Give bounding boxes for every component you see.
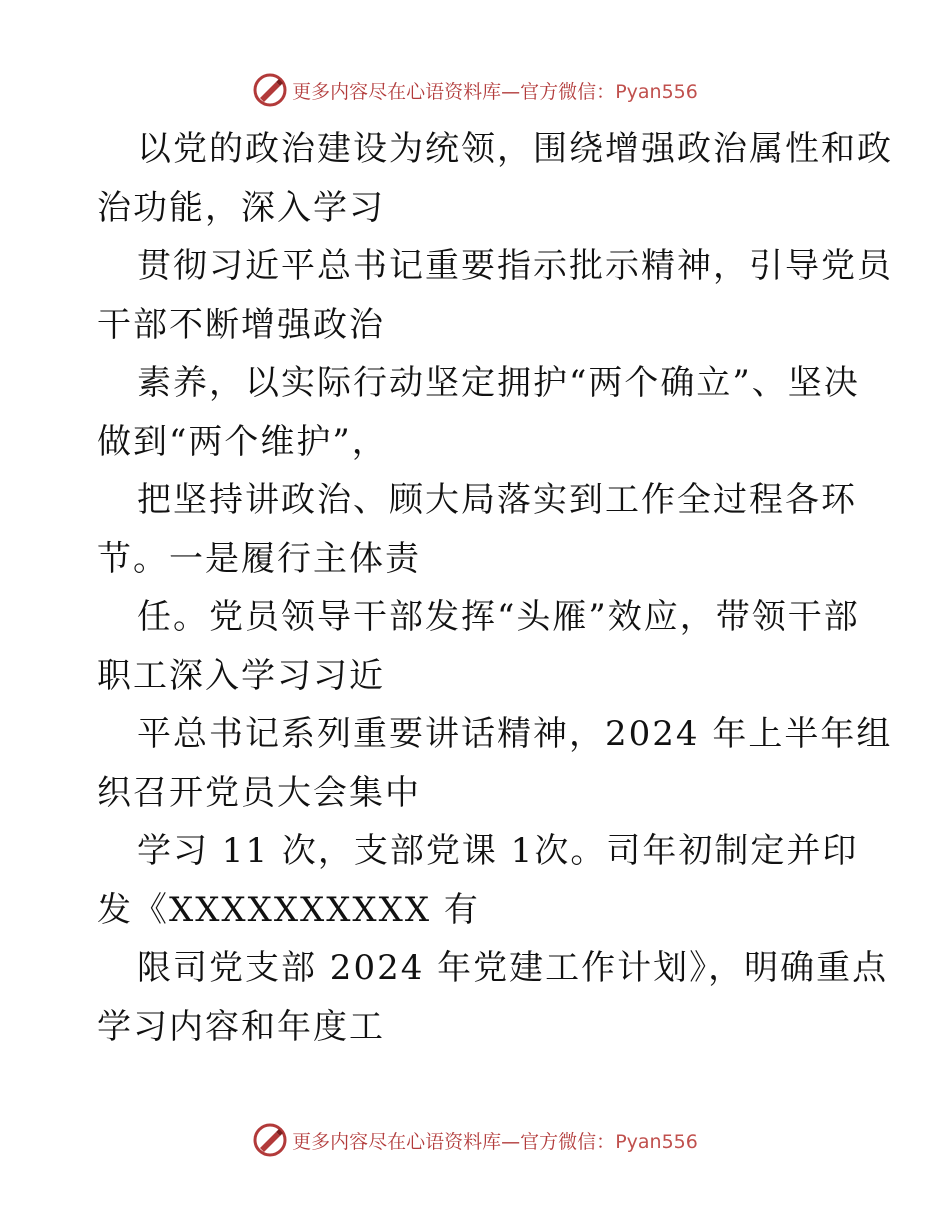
paragraph-line: 把坚持讲政治、顾大局落实到工作全过程各环 bbox=[137, 480, 857, 520]
paragraph-line: 节。一是履行主体责 bbox=[97, 538, 421, 579]
footer-watermark bbox=[0, 1120, 950, 1160]
document-body bbox=[97, 120, 893, 1056]
pen-logo-icon bbox=[252, 72, 288, 108]
watermark-wechat-label: 官方微信： bbox=[520, 80, 616, 103]
paragraph-line: 贯彻习近平总书记重要指示批示精神，引导党员 bbox=[137, 246, 893, 286]
watermark-text bbox=[292, 77, 698, 104]
paragraph-line: 限司党支部 2024 年党建工作计划》，明确重点 bbox=[137, 948, 889, 988]
paragraph-line: 织召开党员大会集中 bbox=[97, 772, 421, 813]
paragraph-line: 做到“两个维护”， bbox=[97, 421, 388, 462]
paragraph bbox=[97, 705, 893, 822]
paragraph bbox=[97, 939, 887, 1056]
header-watermark bbox=[0, 70, 950, 110]
paragraph-line: 以党的政治建设为统领，围绕增强政治属性和政 bbox=[137, 129, 893, 169]
watermark-wechat-id: Pyan556 bbox=[615, 80, 698, 103]
paragraph bbox=[97, 237, 893, 354]
paragraph-line: 平总书记系列重要讲话精神，2024 年上半年组 bbox=[137, 714, 893, 754]
paragraph bbox=[97, 588, 887, 705]
paragraph-line: 任。党员领导干部发挥“头雁”效应，带领干部 bbox=[137, 597, 860, 637]
paragraph-line: 干部不断增强政治 bbox=[97, 304, 385, 345]
watermark-dash: — bbox=[501, 1130, 521, 1153]
paragraph bbox=[97, 471, 887, 588]
pen-logo-icon bbox=[252, 1122, 288, 1158]
watermark-site: 更多内容尽在心语资料库 bbox=[292, 80, 502, 103]
paragraph-line: 学习 11 次，支部党课 1次。司年初制定并印 bbox=[137, 831, 859, 871]
watermark-wechat-label: 官方微信： bbox=[520, 1130, 616, 1153]
watermark-wechat-id: Pyan556 bbox=[615, 1130, 698, 1153]
paragraph bbox=[97, 822, 887, 939]
paragraph-line: 治功能，深入学习 bbox=[97, 187, 385, 228]
paragraph bbox=[97, 120, 893, 237]
watermark-dash: — bbox=[501, 80, 521, 103]
paragraph bbox=[97, 354, 887, 471]
watermark-text bbox=[292, 1127, 698, 1154]
paragraph-line: 职工深入学习习近 bbox=[97, 655, 385, 696]
paragraph-line: 发《XXXXXXXXXX 有 bbox=[97, 889, 480, 930]
watermark-site: 更多内容尽在心语资料库 bbox=[292, 1130, 502, 1153]
paragraph-line: 素养，以实际行动坚定拥护“两个确立”、坚决 bbox=[137, 363, 860, 403]
paragraph-line: 学习内容和年度工 bbox=[97, 1006, 385, 1047]
